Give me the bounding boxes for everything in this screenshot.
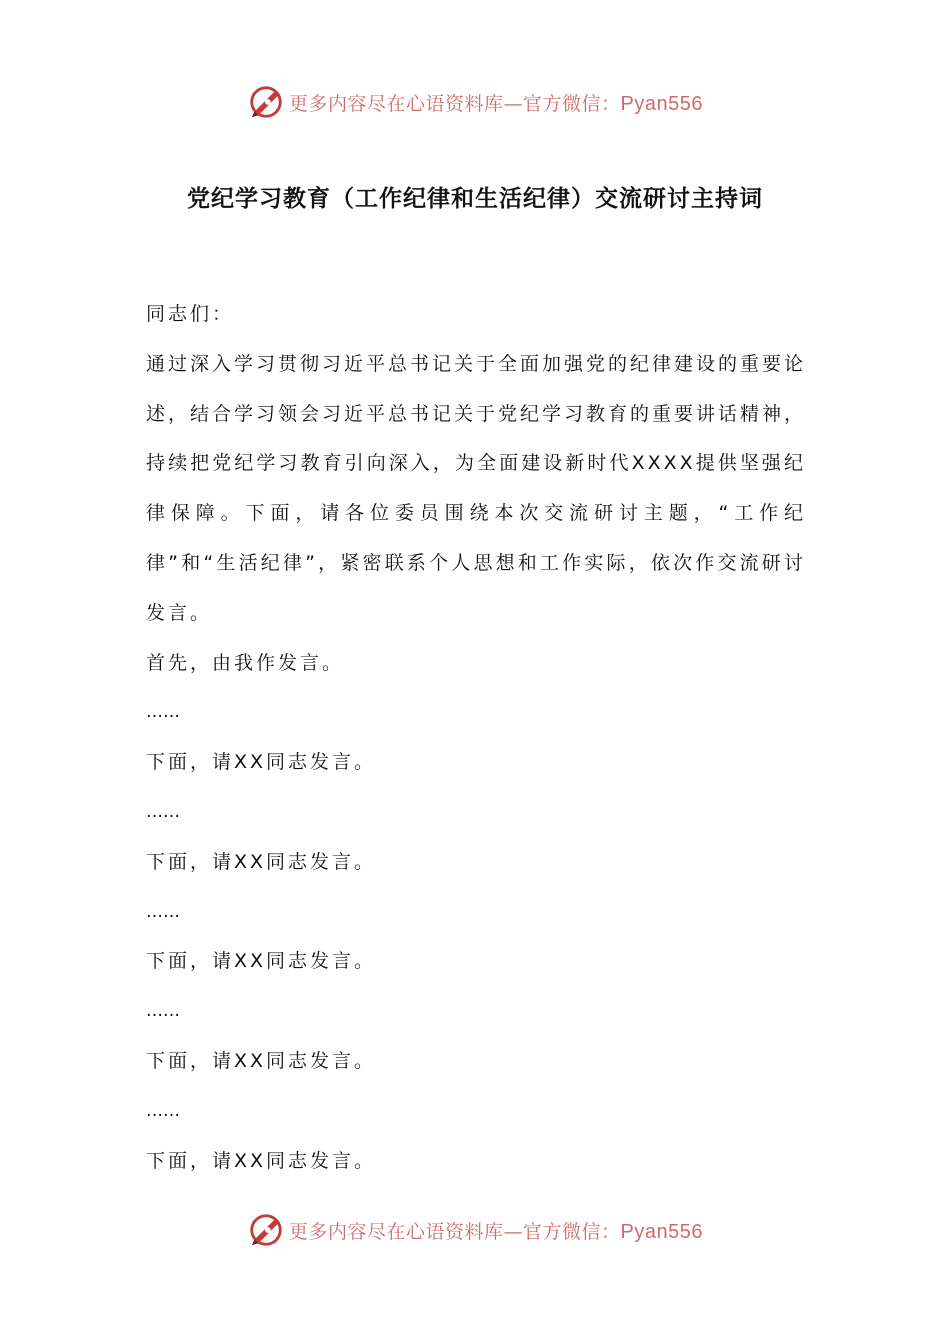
watermark-text: 更多内容尽在心语资料库—官方微信：Pyan556 — [289, 92, 703, 115]
pen-logo-icon — [247, 1211, 285, 1249]
ellipsis-line: …… — [146, 702, 180, 723]
next-speaker-line: 下面，请XX同志发言。 — [146, 1149, 377, 1172]
document-title: 党纪学习教育（工作纪律和生活纪律）交流研讨主持词 — [187, 186, 763, 212]
intro-paragraph: 通过深入学习贯彻习近平总书记关于全面加强党的纪律建设的重要论述，结合学习领会习近平总书记关于党纪学习教育的重要讲话精神，持续把党纪学习教育引向深入，为全面建设新时代XXXX提供坚强纪律保障。下面，请各位委员围绕本次交流研讨主题，“工作纪律”和“生活纪律”，紧密联系个人思想和工作实际，依次作交流研讨发言。 — [146, 352, 807, 624]
pen-logo-icon — [247, 83, 285, 121]
watermark-banner-bottom — [0, 1210, 950, 1250]
next-speaker-line: 下面，请XX同志发言。 — [146, 751, 377, 774]
ellipsis-line: …… — [146, 1100, 180, 1121]
watermark-text: 更多内容尽在心语资料库—官方微信：Pyan556 — [289, 1220, 703, 1243]
next-speaker-line: 下面，请XX同志发言。 — [146, 850, 377, 873]
next-speaker-line: 下面，请XX同志发言。 — [146, 1049, 377, 1072]
ellipsis-line: …… — [146, 901, 180, 922]
salutation: 同志们： — [146, 303, 235, 325]
next-speaker-line: 下面，请XX同志发言。 — [146, 950, 377, 973]
document-body — [146, 290, 806, 1186]
ellipsis-line: …… — [146, 1001, 180, 1022]
ellipsis-line: …… — [146, 801, 180, 822]
first-speaker-line: 首先，由我作发言。 — [146, 651, 345, 674]
watermark-banner-top — [0, 82, 950, 122]
